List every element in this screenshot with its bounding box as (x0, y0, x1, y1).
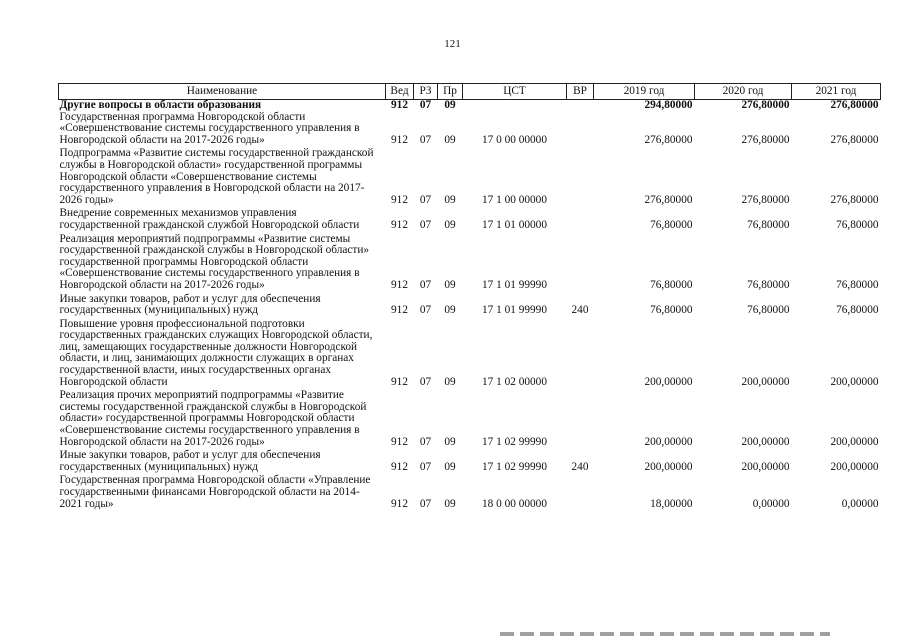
row-2019: 76,80000 (650, 278, 693, 291)
table-row (59, 319, 881, 391)
row-2019: 18,00000 (650, 497, 693, 510)
row-rz: 07 (419, 133, 432, 146)
row-vr (567, 100, 594, 112)
row-rz: 07 (419, 278, 432, 291)
row-rz: 07 (419, 375, 432, 388)
row-cst (463, 100, 567, 112)
header-row (59, 84, 881, 100)
row-pr: 09 (444, 435, 456, 448)
row-name: Иные закупки товаров, работ и услуг для обеспечения государственных (муниципальных) нужд (59, 292, 321, 317)
row-vr (567, 148, 594, 208)
row-name: Иные закупки товаров, работ и услуг для обеспечения государственных (муниципальных) нужд (59, 449, 321, 473)
row-rz: 07 (419, 435, 432, 448)
row-2021: 200,00000 (830, 460, 879, 473)
col-header-rz: РЗ (414, 84, 438, 100)
col-header-2019: 2019 год (594, 84, 695, 100)
row-ved: 912 (391, 375, 408, 388)
row-cst: 18 0 00 00000 (482, 497, 547, 510)
row-2020: 276,80000 (741, 133, 790, 146)
row-ved: 912 (391, 278, 408, 291)
row-rz: 07 (419, 460, 432, 473)
row-ved: 912 (391, 460, 408, 473)
row-rz: 07 (419, 497, 432, 510)
col-header-ved: Вед (386, 84, 414, 100)
page-number: 121 (444, 38, 461, 50)
row-rz: 07 (419, 218, 432, 231)
row-name: Повышение уровня профессиональной подготовки государственных гражданских служащих Новгородской области, лиц, замещающих государственные должности Новгородской области, и лиц, занимающих должности служащих в органах государственной власти, иных государственных органах Новгородской области (59, 317, 373, 388)
row-vr (567, 390, 594, 450)
row-pr: 09 (444, 193, 456, 206)
row-cst: 17 1 02 00000 (482, 375, 547, 388)
row-ved: 912 (391, 218, 408, 231)
row-2021: 0,00000 (841, 497, 879, 510)
row-pr: 09 (444, 278, 456, 291)
row-2020: 76,80000 (747, 304, 790, 317)
row-2020: 200,00000 (741, 435, 790, 448)
row-vr: 240 (571, 460, 589, 473)
row-2020: 76,80000 (747, 218, 790, 231)
row-pr: 09 (444, 497, 456, 510)
row-name: Внедрение современных механизмов управления государственной гражданской службой Новгородской области (59, 207, 360, 231)
row-pr: 09 (444, 218, 456, 231)
row-2021: 276,80000 (830, 133, 879, 146)
table-row (59, 294, 881, 319)
row-2021: 276,80000 (830, 99, 879, 111)
row-cst: 17 1 02 99990 (482, 435, 547, 448)
row-rz: 07 (419, 99, 432, 111)
row-cst: 17 1 01 99990 (482, 304, 547, 317)
col-header-name: Наименование (59, 84, 386, 100)
row-2019: 200,00000 (644, 435, 693, 448)
col-header-2021: 2021 год (792, 84, 881, 100)
row-2019: 76,80000 (650, 218, 693, 231)
row-2021: 200,00000 (830, 435, 879, 448)
row-cst: 17 1 01 99990 (482, 278, 547, 291)
row-vr (567, 319, 594, 391)
row-pr: 09 (444, 460, 456, 473)
row-vr (567, 112, 594, 149)
row-vr: 240 (571, 304, 589, 317)
row-pr: 09 (444, 99, 456, 111)
row-2020: 276,80000 (741, 193, 790, 206)
row-name: Подпрограмма «Развитие системы государственной гражданской службы в Новгородской области» государственной программы Новгородской области «Совершенствование системы государственного управления в Новгородской области на 2017-2026 годы» (59, 147, 374, 206)
table-row (59, 234, 881, 294)
row-name: Другие вопросы в области образования (59, 99, 262, 111)
row-ved: 912 (391, 435, 408, 448)
row-cst: 17 0 00 00000 (482, 133, 547, 146)
row-name: Государственная программа Новгородской области «Управление государственными финансами Новгородской области на 2014-2021 годы» (59, 474, 371, 510)
row-2020: 276,80000 (741, 99, 790, 111)
row-cst: 17 1 02 99990 (482, 460, 547, 473)
row-vr (567, 208, 594, 233)
row-2019: 276,80000 (644, 133, 693, 146)
col-header-vr: ВР (567, 84, 594, 100)
row-2020: 76,80000 (747, 278, 790, 291)
row-rz: 07 (419, 304, 432, 317)
table-row (59, 475, 881, 512)
row-cst: 17 1 01 00000 (482, 218, 547, 231)
table-row (59, 208, 881, 233)
row-ved: 912 (391, 99, 408, 111)
row-2019: 276,80000 (644, 193, 693, 206)
row-2021: 76,80000 (836, 278, 879, 291)
row-cst: 17 1 00 00000 (482, 193, 547, 206)
row-2021: 200,00000 (830, 375, 879, 388)
col-header-cst: ЦСТ (463, 84, 567, 100)
row-2019: 200,00000 (644, 460, 693, 473)
row-2020: 200,00000 (741, 375, 790, 388)
table-row (59, 450, 881, 475)
row-name: Государственная программа Новгородской области «Совершенствование системы государственного управления в Новгородской области на 2017-2026 годы» (59, 110, 360, 146)
row-2019: 76,80000 (650, 304, 693, 317)
col-header-pr: Пр (438, 84, 463, 100)
col-header-2020: 2020 год (695, 84, 792, 100)
row-2020: 0,00000 (752, 497, 790, 510)
row-2020: 200,00000 (741, 460, 790, 473)
row-vr (567, 234, 594, 294)
row-pr: 09 (444, 133, 456, 146)
row-pr: 09 (444, 375, 456, 388)
row-name: Реализация мероприятий подпрограммы «Развитие системы государственной гражданской службы в Новгородской области» государственной программы Новгородской области «Совершенствование системы государственного управления в Новгородской области на 2017-2026 годы» (59, 232, 370, 291)
budget-table (58, 83, 881, 512)
row-vr (567, 475, 594, 512)
row-2019: 294,80000 (644, 99, 693, 111)
row-ved: 912 (391, 497, 408, 510)
table-row (59, 112, 881, 149)
row-2021: 276,80000 (830, 193, 879, 206)
row-ved: 912 (391, 133, 408, 146)
row-rz: 07 (419, 193, 432, 206)
row-ved: 912 (391, 193, 408, 206)
row-name: Реализация прочих мероприятий подпрограммы «Развитие системы государственной гражданской службы в Новгородской области» государственной программы Новгородской области «Совершенствование системы государственного управления в Новгородской области на 2017-2026 годы» (59, 389, 367, 448)
row-2019: 200,00000 (644, 375, 693, 388)
scan-artifact-line (500, 632, 830, 636)
row-pr: 09 (444, 304, 456, 317)
table-row (59, 100, 881, 112)
row-ved: 912 (391, 304, 408, 317)
row-2021: 76,80000 (836, 304, 879, 317)
table-row (59, 390, 881, 450)
table-row (59, 148, 881, 208)
row-2021: 76,80000 (836, 218, 879, 231)
